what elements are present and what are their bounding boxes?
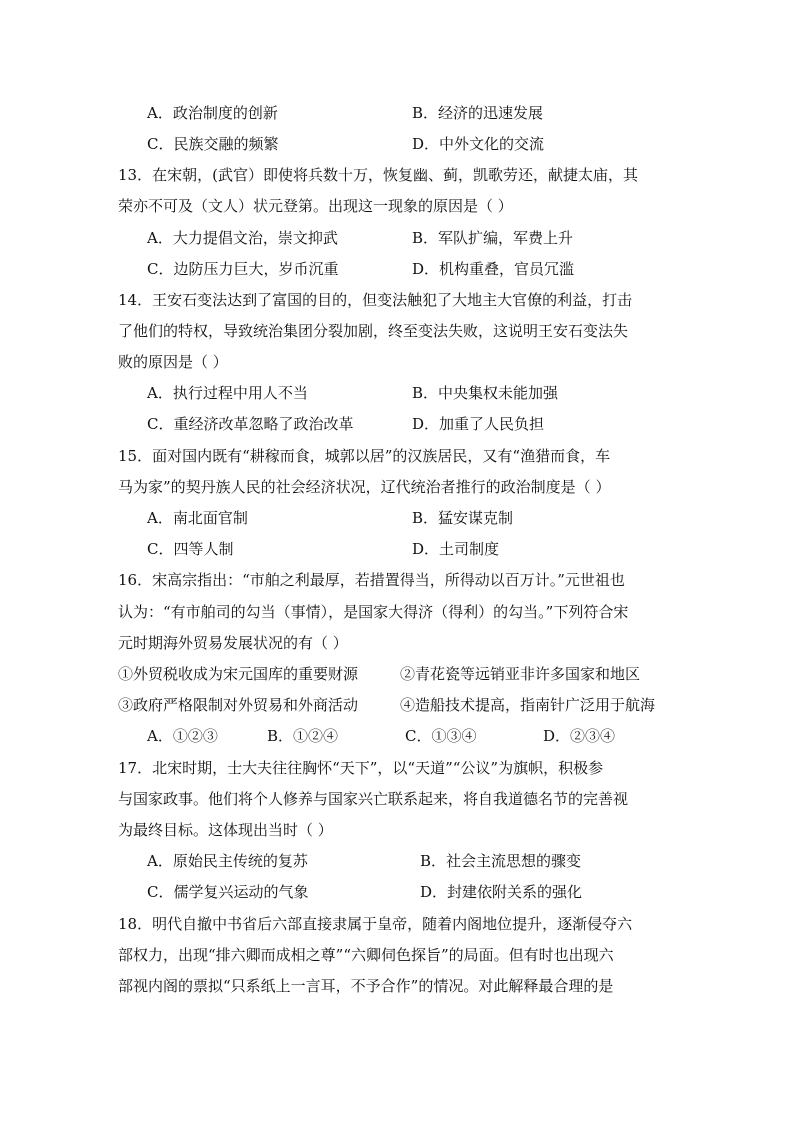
q17-option-b: B．社会主流思想的骤变 (420, 852, 582, 870)
q16-statement-4: ④造船技术提高，指南针广泛用于航海 (400, 696, 656, 714)
q12-option-b: B．经济的迅速发展 (412, 104, 544, 122)
q17-option-d: D．封建依附关系的强化 (420, 883, 583, 901)
q13-option-a: A．大力提倡文治，崇文抑武 (147, 229, 338, 247)
q15-option-a: A．南北面官制 (147, 509, 248, 527)
q13-option-c: C．边防压力巨大，岁币沉重 (147, 260, 339, 278)
q15-stem-line-2: 马为家”的契丹族人民的社会经济状况，辽代统治者推行的政治制度是（ ） (118, 478, 611, 496)
q15-option-c: C．四等人制 (147, 540, 234, 558)
q15-option-d: D．土司制度 (412, 540, 500, 558)
q14-option-b: B．中央集权未能加强 (412, 384, 559, 402)
q16-option-b: B．①②④ (267, 727, 339, 745)
q12-option-c: C．民族交融的频繁 (147, 135, 279, 153)
q12-option-d: D．中外文化的交流 (412, 135, 545, 153)
q16-stem-line-2: 认为：“有市舶司的勾当（事情），是国家大得济（得利）的勾当。”下列符合宋 (118, 603, 629, 621)
q17-option-c: C．儒学复兴运动的气象 (147, 883, 309, 901)
q17-stem-line-3: 为最终目标。这体现出当时（ ） (118, 821, 333, 839)
q14-option-d: D．加重了人民负担 (412, 415, 545, 433)
q13-option-b: B．军队扩编，军费上升 (412, 229, 574, 247)
q18-stem-line-2: 部权力，出现“排六卿而成相之尊”“六卿伺色探旨”的局面。但有时也出现六 (118, 946, 614, 964)
q15-stem-line-1: 15．面对国内既有“耕稼而食，城郭以居”的汉族居民，又有“渔猎而食，车 (118, 447, 611, 465)
q13-stem-line-1: 13．在宋朝，(武官）即使将兵数十万，恢复幽、蓟，凯歌劳还，献捷太庙，其 (118, 166, 638, 184)
q17-option-a: A．原始民主传统的复苏 (147, 852, 308, 870)
q14-stem-line-1: 14．王安石变法达到了富国的目的，但变法触犯了大地主大官僚的利益，打击 (118, 291, 633, 309)
q16-statement-3: ③政府严格限制对外贸易和外商活动 (118, 696, 359, 714)
q12-option-a: A．政治制度的创新 (147, 104, 278, 122)
q13-stem-line-2: 荣亦不可及（文人）状元登第。出现这一现象的原因是（ ） (118, 197, 513, 215)
q14-stem-line-2: 了他们的特权，导致统治集团分裂加剧，终至变法失败，这说明王安石变法失 (118, 322, 629, 340)
q16-option-a: A．①②③ (147, 727, 218, 745)
q17-stem-line-2: 与国家政事。他们将个人修养与国家兴亡联系起来，将自我道德名节的完善视 (118, 790, 629, 808)
q16-option-c: C．①③④ (405, 727, 477, 745)
q16-option-d: D．②③④ (543, 727, 616, 745)
q16-stem-line-1: 16．宋高宗指出：“市舶之利最厚，若措置得当，所得动以百万计。”元世祖也 (118, 571, 625, 589)
q18-stem-line-3: 部视内阁的票拟“只系纸上一言耳，不予合作”的情况。对此解释最合理的是 (118, 977, 614, 995)
q15-option-b: B．猛安谋克制 (412, 509, 514, 527)
q16-statement-2: ②青花瓷等远销亚非许多国家和地区 (400, 665, 641, 683)
q16-statement-1: ①外贸税收成为宋元国库的重要财源 (118, 665, 359, 683)
q14-option-c: C．重经济改革忽略了政治改革 (147, 415, 354, 433)
q18-stem-line-1: 18．明代自撤中书省后六部直接隶属于皇帝，随着内阁地位提升，逐渐侵夺六 (118, 915, 633, 933)
q13-option-d: D．机构重叠，官员冗滥 (412, 260, 575, 278)
q16-stem-line-3: 元时期海外贸易发展状况的有（ ） (118, 634, 348, 652)
q14-option-a: A．执行过程中用人不当 (147, 384, 308, 402)
q17-stem-line-1: 17．北宋时期，士大夫往往胸怀“天下”，以“天道”“公议”为旗帜，积极参 (118, 759, 604, 777)
q14-stem-line-3: 败的原因是（ ） (118, 353, 228, 371)
